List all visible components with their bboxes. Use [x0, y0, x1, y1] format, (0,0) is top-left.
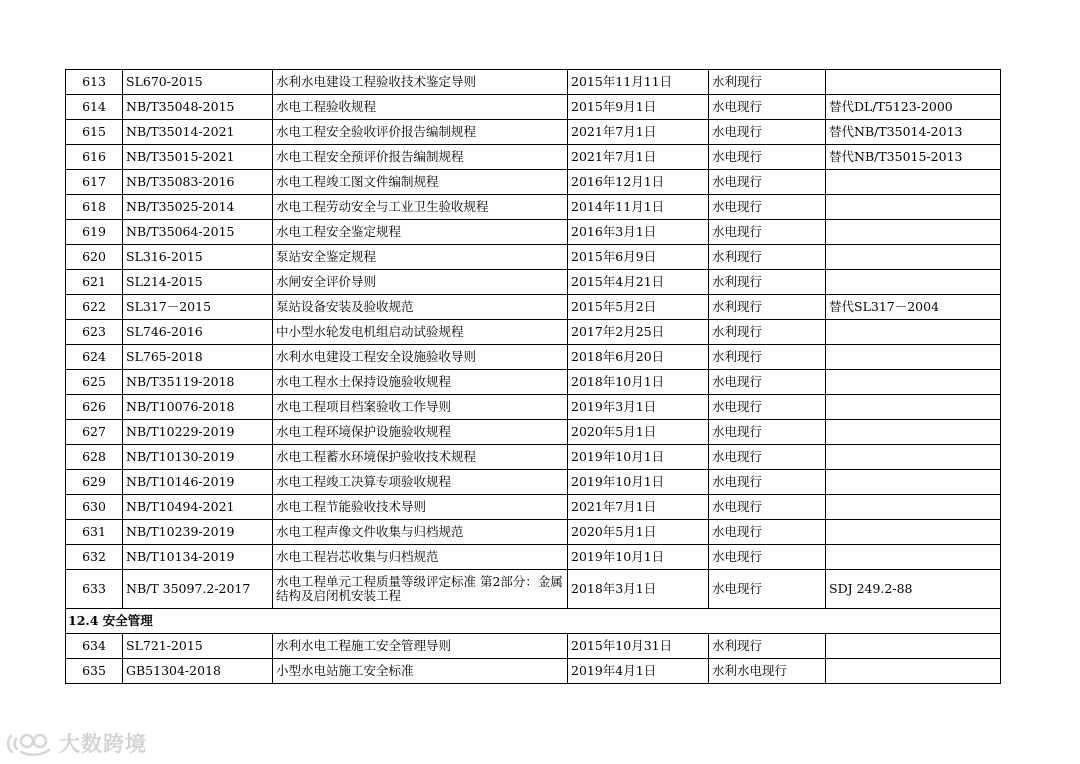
standard-code-cell: SL765-2018: [123, 345, 273, 370]
table-row: [66, 145, 1001, 170]
effective-date-cell: 2014年11月1日: [568, 195, 709, 220]
row-number-cell: 626: [66, 395, 123, 420]
row-number-cell: 614: [66, 95, 123, 120]
row-number-cell: 616: [66, 145, 123, 170]
standard-name-cell: 水电工程竣工图文件编制规程: [273, 170, 568, 195]
table-row: [66, 634, 1001, 659]
standard-name-cell: 水电工程项目档案验收工作导则: [273, 395, 568, 420]
effective-date-cell: 2021年7月1日: [568, 120, 709, 145]
table-row: [66, 395, 1001, 420]
standard-code-cell: NB/T 35097.2-2017: [123, 570, 273, 609]
status-cell: 水电现行: [709, 420, 826, 445]
note-cell: [826, 420, 1001, 445]
row-number-cell: 617: [66, 170, 123, 195]
row-number-cell: 619: [66, 220, 123, 245]
table-row: [66, 370, 1001, 395]
effective-date-cell: 2015年4月21日: [568, 270, 709, 295]
standard-code-cell: NB/T35083-2016: [123, 170, 273, 195]
table-row: [66, 659, 1001, 684]
effective-date-cell: 2018年6月20日: [568, 345, 709, 370]
status-cell: 水电现行: [709, 195, 826, 220]
table-row: [66, 345, 1001, 370]
standard-name-cell: 水闸安全评价导则: [273, 270, 568, 295]
table-row: [66, 120, 1001, 145]
table-row: [66, 495, 1001, 520]
effective-date-cell: 2019年3月1日: [568, 395, 709, 420]
standard-name-cell: 水利水电工程施工安全管理导则: [273, 634, 568, 659]
standard-name-cell: 水电工程安全鉴定规程: [273, 220, 568, 245]
standard-code-cell: SL721-2015: [123, 634, 273, 659]
effective-date-cell: 2018年3月1日: [568, 570, 709, 609]
standard-code-cell: NB/T10134-2019: [123, 545, 273, 570]
status-cell: 水利现行: [709, 634, 826, 659]
table-row: [66, 295, 1001, 320]
status-cell: 水利现行: [709, 320, 826, 345]
standard-name-cell: 水电工程环境保护设施验收规程: [273, 420, 568, 445]
standard-code-cell: NB/T10130-2019: [123, 445, 273, 470]
standard-name-cell: 泵站安全鉴定规程: [273, 245, 568, 270]
standard-code-cell: NB/T10239-2019: [123, 520, 273, 545]
row-number-cell: 622: [66, 295, 123, 320]
row-number-cell: 613: [66, 70, 123, 95]
status-cell: 水利现行: [709, 70, 826, 95]
row-number-cell: 627: [66, 420, 123, 445]
table-row: [66, 445, 1001, 470]
note-cell: [826, 545, 1001, 570]
standards-table: [65, 69, 1001, 684]
table-row: [66, 95, 1001, 120]
effective-date-cell: 2021年7月1日: [568, 495, 709, 520]
status-cell: 水电现行: [709, 495, 826, 520]
note-cell: [826, 370, 1001, 395]
standard-name-cell: 泵站设备安装及验收规范: [273, 295, 568, 320]
effective-date-cell: 2016年3月1日: [568, 220, 709, 245]
brand-logo-icon: [5, 728, 53, 758]
status-cell: 水电现行: [709, 570, 826, 609]
status-cell: 水电现行: [709, 95, 826, 120]
note-cell: 替代DL/T5123-2000: [826, 95, 1001, 120]
effective-date-cell: 2018年10月1日: [568, 370, 709, 395]
standard-name-cell: 水电工程竣工决算专项验收规程: [273, 470, 568, 495]
standard-name-cell: 水电工程安全验收评价报告编制规程: [273, 120, 568, 145]
status-cell: 水电现行: [709, 370, 826, 395]
row-number-cell: 621: [66, 270, 123, 295]
standard-code-cell: NB/T35119-2018: [123, 370, 273, 395]
note-cell: [826, 659, 1001, 684]
table-row: [66, 70, 1001, 95]
status-cell: 水利水电现行: [709, 659, 826, 684]
table-row: [66, 320, 1001, 345]
note-cell: 替代SL317－2004: [826, 295, 1001, 320]
effective-date-cell: 2015年6月9日: [568, 245, 709, 270]
note-cell: [826, 195, 1001, 220]
status-cell: 水利现行: [709, 270, 826, 295]
note-cell: 替代NB/T35015-2013: [826, 145, 1001, 170]
table-row: [66, 420, 1001, 445]
standard-name-cell: 水电工程声像文件收集与归档规范: [273, 520, 568, 545]
standard-name-cell: 水电工程验收规程: [273, 95, 568, 120]
status-cell: 水电现行: [709, 520, 826, 545]
standard-name-cell: 水电工程蓄水环境保护验收技术规程: [273, 445, 568, 470]
watermark-text: 大数跨境: [59, 732, 147, 756]
standard-code-cell: NB/T10494-2021: [123, 495, 273, 520]
row-number-cell: 625: [66, 370, 123, 395]
note-cell: [826, 270, 1001, 295]
table-row: [66, 470, 1001, 495]
effective-date-cell: 2019年10月1日: [568, 470, 709, 495]
note-cell: [826, 634, 1001, 659]
standard-name-cell: 水电工程劳动安全与工业卫生验收规程: [273, 195, 568, 220]
standard-code-cell: SL746-2016: [123, 320, 273, 345]
status-cell: 水电现行: [709, 395, 826, 420]
standard-code-cell: NB/T35014-2021: [123, 120, 273, 145]
standards-table-body: [66, 70, 1001, 684]
table-row: [66, 545, 1001, 570]
row-number-cell: 630: [66, 495, 123, 520]
note-cell: SDJ 249.2-88: [826, 570, 1001, 609]
standard-code-cell: GB51304-2018: [123, 659, 273, 684]
status-cell: 水电现行: [709, 120, 826, 145]
table-row: [66, 570, 1001, 609]
effective-date-cell: 2019年10月1日: [568, 545, 709, 570]
standard-name-cell: 水利水电建设工程验收技术鉴定导则: [273, 70, 568, 95]
effective-date-cell: 2015年10月31日: [568, 634, 709, 659]
table-row: [66, 195, 1001, 220]
row-number-cell: 633: [66, 570, 123, 609]
row-number-cell: 624: [66, 345, 123, 370]
effective-date-cell: 2020年5月1日: [568, 420, 709, 445]
standard-name-cell: 水电工程水土保持设施验收规程: [273, 370, 568, 395]
note-cell: [826, 320, 1001, 345]
standard-code-cell: NB/T10146-2019: [123, 470, 273, 495]
standard-name-cell: 中小型水轮发电机组启动试验规程: [273, 320, 568, 345]
effective-date-cell: 2015年5月2日: [568, 295, 709, 320]
standard-code-cell: SL214-2015: [123, 270, 273, 295]
status-cell: 水电现行: [709, 145, 826, 170]
table-row: [66, 270, 1001, 295]
status-cell: 水利现行: [709, 245, 826, 270]
note-cell: [826, 470, 1001, 495]
row-number-cell: 635: [66, 659, 123, 684]
standard-code-cell: NB/T35015-2021: [123, 145, 273, 170]
row-number-cell: 629: [66, 470, 123, 495]
status-cell: 水利现行: [709, 295, 826, 320]
row-number-cell: 631: [66, 520, 123, 545]
note-cell: [826, 70, 1001, 95]
standard-code-cell: NB/T10076-2018: [123, 395, 273, 420]
standard-name-cell: 水电工程安全预评价报告编制规程: [273, 145, 568, 170]
row-number-cell: 623: [66, 320, 123, 345]
status-cell: 水电现行: [709, 445, 826, 470]
standard-name-cell: 水利水电建设工程安全设施验收导则: [273, 345, 568, 370]
standard-code-cell: SL670-2015: [123, 70, 273, 95]
note-cell: [826, 220, 1001, 245]
note-cell: 替代NB/T35014-2013: [826, 120, 1001, 145]
section-row: [66, 609, 1001, 634]
status-cell: 水电现行: [709, 545, 826, 570]
status-cell: 水电现行: [709, 220, 826, 245]
row-number-cell: 618: [66, 195, 123, 220]
standard-code-cell: NB/T35025-2014: [123, 195, 273, 220]
standard-code-cell: SL316-2015: [123, 245, 273, 270]
table-row: [66, 245, 1001, 270]
note-cell: [826, 445, 1001, 470]
standard-code-cell: NB/T35048-2015: [123, 95, 273, 120]
effective-date-cell: 2020年5月1日: [568, 520, 709, 545]
note-cell: [826, 520, 1001, 545]
note-cell: [826, 395, 1001, 420]
standard-name-cell: 小型水电站施工安全标准: [273, 659, 568, 684]
watermark: [5, 728, 147, 758]
table-row: [66, 170, 1001, 195]
row-number-cell: 620: [66, 245, 123, 270]
standard-name-cell: 水电工程节能验收技术导则: [273, 495, 568, 520]
status-cell: 水利现行: [709, 345, 826, 370]
standard-name-cell: 水电工程单元工程质量等级评定标准 第2部分：金属结构及启闭机安装工程: [273, 570, 568, 609]
row-number-cell: 632: [66, 545, 123, 570]
standard-code-cell: NB/T35064-2015: [123, 220, 273, 245]
standard-code-cell: NB/T10229-2019: [123, 420, 273, 445]
standard-name-cell: 水电工程岩芯收集与归档规范: [273, 545, 568, 570]
row-number-cell: 615: [66, 120, 123, 145]
note-cell: [826, 345, 1001, 370]
row-number-cell: 628: [66, 445, 123, 470]
status-cell: 水电现行: [709, 470, 826, 495]
effective-date-cell: 2019年10月1日: [568, 445, 709, 470]
effective-date-cell: 2015年9月1日: [568, 95, 709, 120]
section-title: 12.4 安全管理: [66, 609, 1001, 634]
row-number-cell: 634: [66, 634, 123, 659]
table-row: [66, 220, 1001, 245]
effective-date-cell: 2015年11月11日: [568, 70, 709, 95]
note-cell: [826, 245, 1001, 270]
effective-date-cell: 2021年7月1日: [568, 145, 709, 170]
effective-date-cell: 2016年12月1日: [568, 170, 709, 195]
note-cell: [826, 170, 1001, 195]
effective-date-cell: 2017年2月25日: [568, 320, 709, 345]
note-cell: [826, 495, 1001, 520]
table-row: [66, 520, 1001, 545]
effective-date-cell: 2019年4月1日: [568, 659, 709, 684]
status-cell: 水电现行: [709, 170, 826, 195]
standard-code-cell: SL317－2015: [123, 295, 273, 320]
